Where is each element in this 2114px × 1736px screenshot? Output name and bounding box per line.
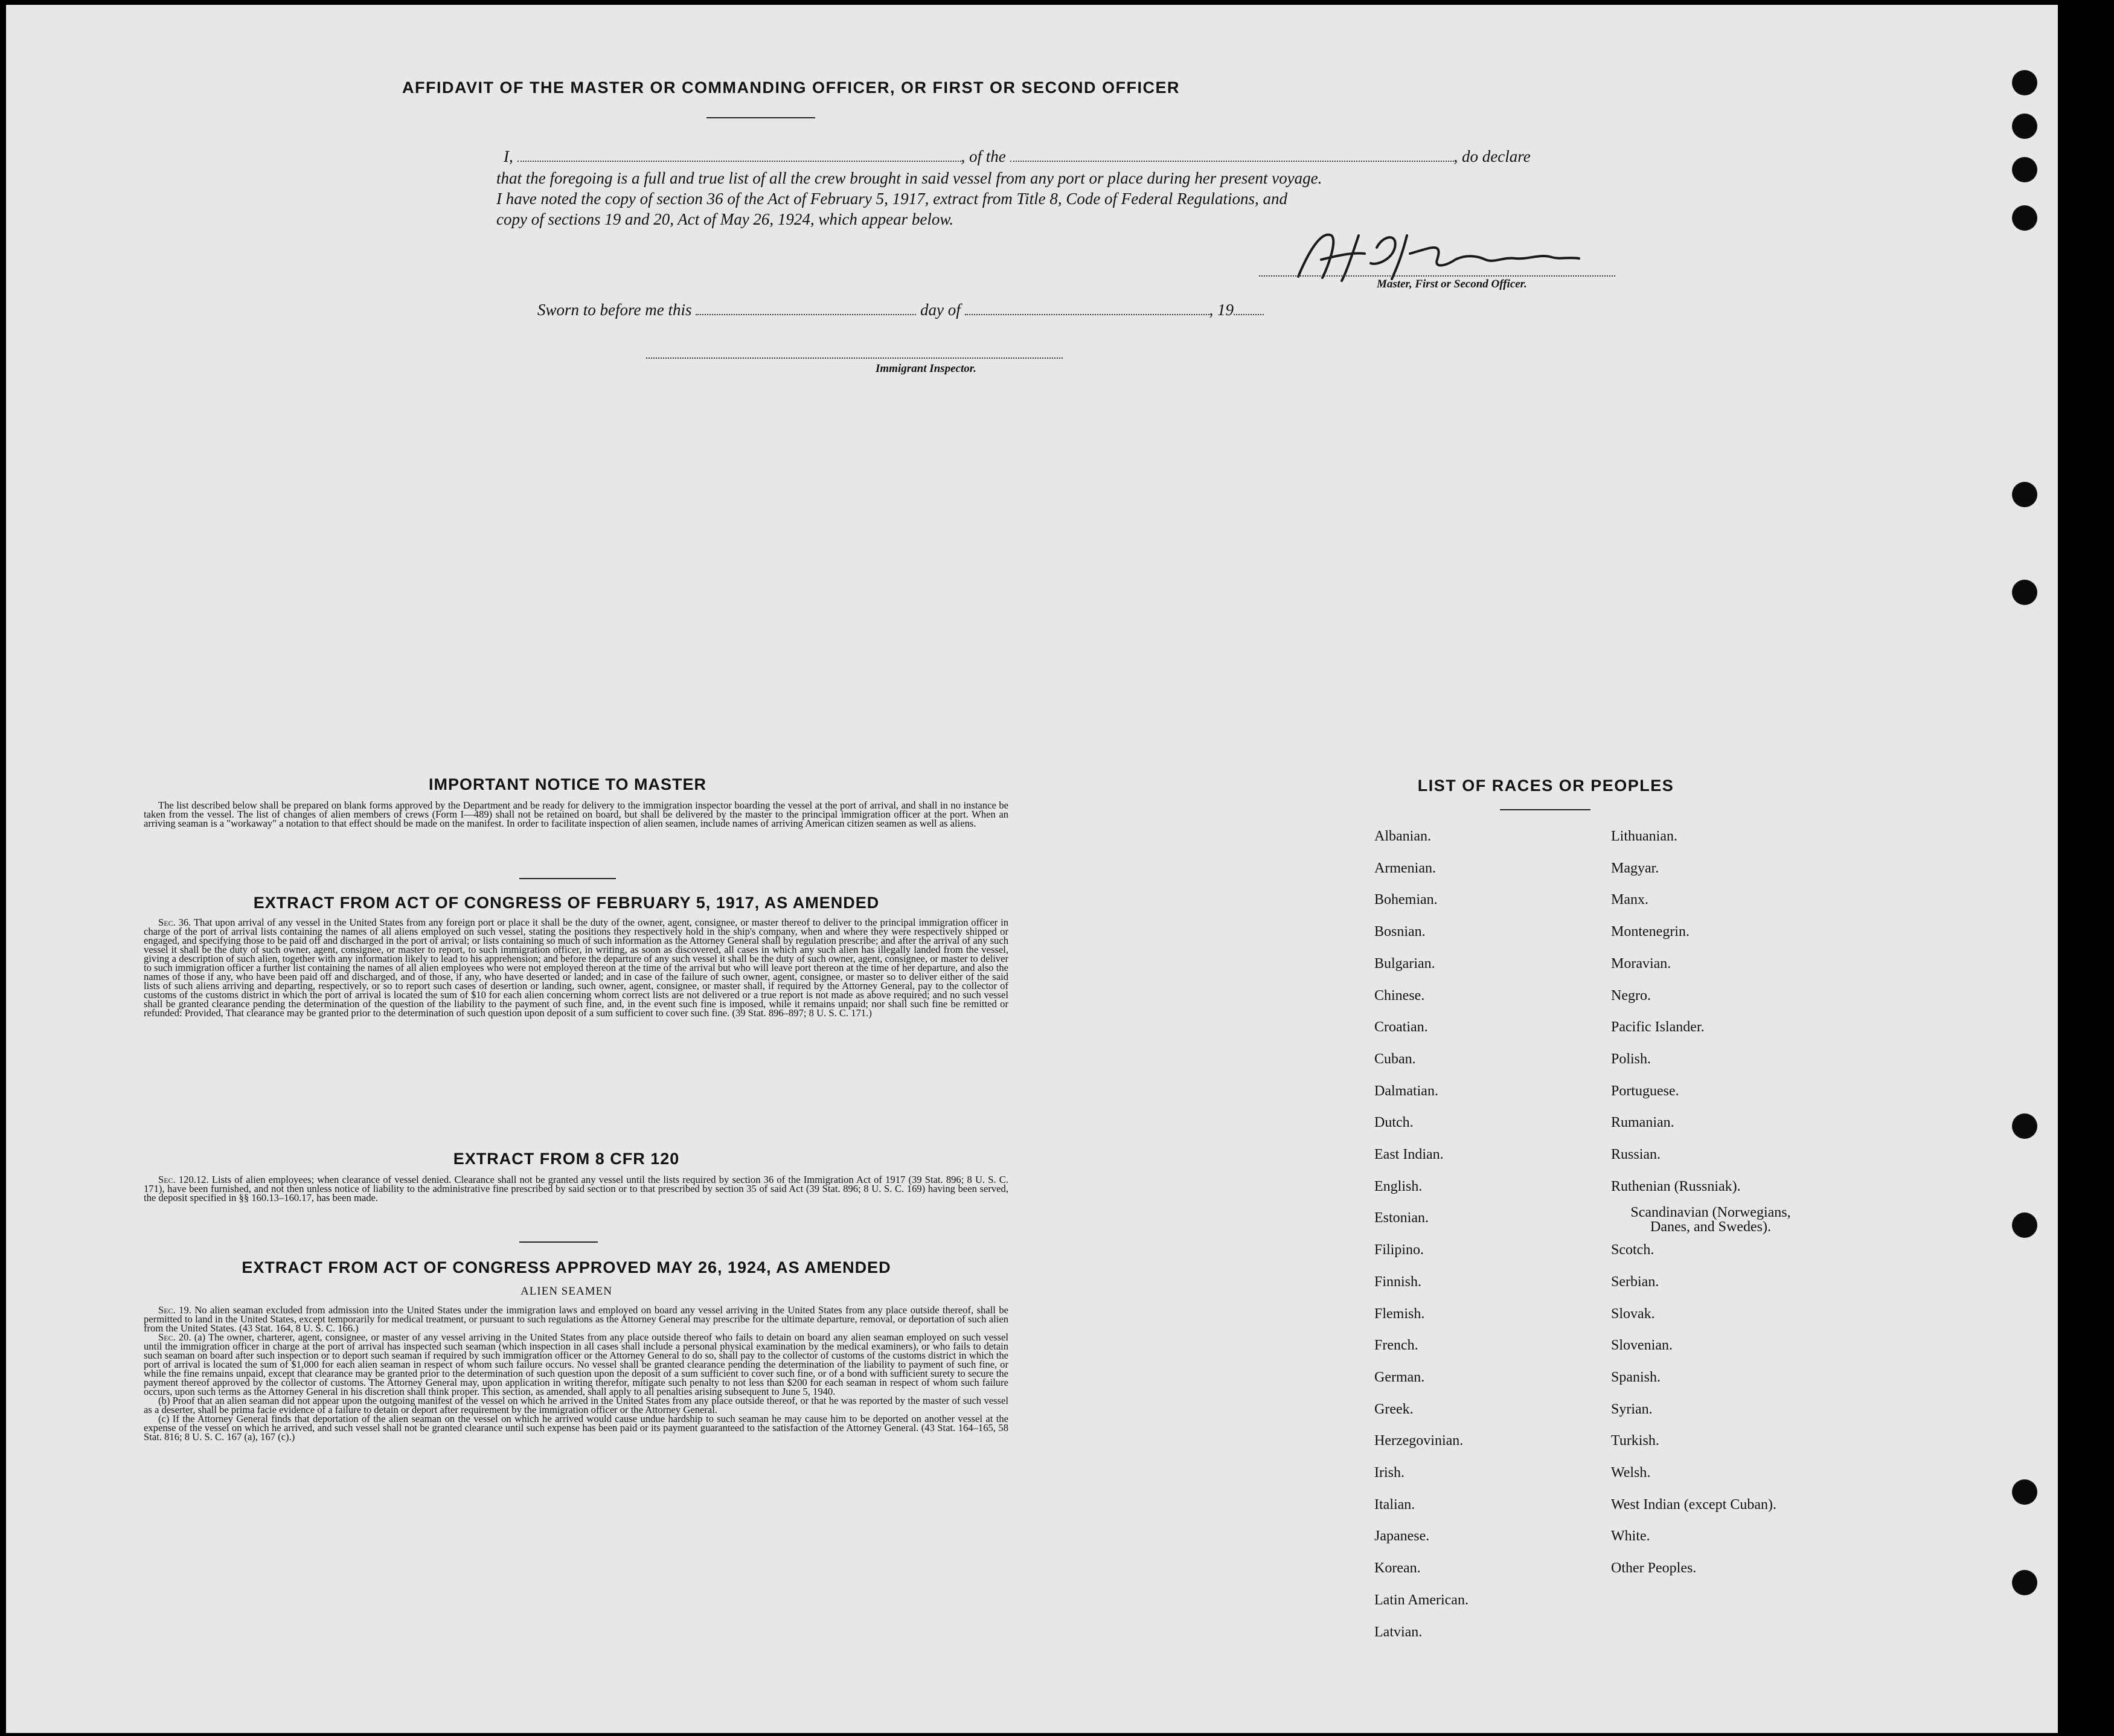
race-item: Magyar. xyxy=(1611,860,1659,876)
race-item: Pacific Islander. xyxy=(1611,1019,1705,1036)
section-19-label: Sec. 19. xyxy=(158,1304,191,1316)
name-blank xyxy=(517,160,961,162)
inspector-line xyxy=(646,357,1063,359)
declaration-do-declare: , do declare xyxy=(1453,147,1531,165)
day-of-text: day of xyxy=(920,301,961,319)
race-item: Russian. xyxy=(1611,1147,1661,1162)
extract-cfr-title: EXTRACT FROM 8 CFR 120 xyxy=(453,1150,680,1168)
document-page xyxy=(6,5,2058,1733)
punch-hole xyxy=(2012,205,2037,231)
race-item: West Indian (except Cuban). xyxy=(1611,1496,1776,1513)
section-20a-text: (a) The owner, charterer, agent, consignee, or master of any vessel arriving in the United States from any place outside thereof who fails to detain on board any alien seaman employed on such vessel until the immigration officer in charge at the port of arrival has inspected such seaman (which inspection in all cases shall include a personal physical examination by the medical examiners), or who fails to detain such seaman on board after such inspection or to deport such seaman if required by such immigration officer or the Attorney General to do so, shall pay to the collector of customs of the customs district in which the port of arrival is located the sum of $1,000 for each alien seaman in respect of whom such failure occurs. No vessel shall be granted clearance pending the determination of the liability to payment of such fine, or while the fine remains unpaid, except that clearance may be granted prior to the determination of such question upon the deposit of a sum sufficient to cover such fine, or of a bond with sufficient surety to secure the payment thereof approved by the collector of customs. The Attorney General may, upon application in writing therefor, mitigate such penalty to not less than $200 for each seaman in respect of whom such failure occurs, upon such terms as the Attorney General in his discretion shall think proper. This section, as amended, shall apply to all penalties arising subsequent to June 5, 1940. xyxy=(144,1331,1008,1397)
race-item: Croatian. xyxy=(1374,1019,1428,1036)
section-20c-text: (c) If the Attorney General finds that deportation of the alien seaman on the vessel on which he arrived would cause undue hardship to such seaman he may cause him to be deported on another vessel at the expense of the vessel on which he arrived, and such vessel shall not be granted clearance until such expense has been paid or its payment guaranteed to the satisfaction of the Attorney General. (43 Stat. 164–165, 58 Stat. 816; 8 U. S. C. 167 (a), 167 (c).) xyxy=(144,1413,1008,1443)
race-item: Syrian. xyxy=(1611,1401,1653,1417)
race-item: Herzegovinian. xyxy=(1374,1433,1464,1449)
extract-1924-title: EXTRACT FROM ACT OF CONGRESS APPROVED MAY 26, 1924, AS AMENDED xyxy=(242,1258,891,1276)
race-item: Filipino. xyxy=(1374,1242,1424,1258)
day-blank xyxy=(696,313,916,315)
race-item: East Indian. xyxy=(1374,1147,1444,1162)
race-item: Flemish. xyxy=(1374,1305,1425,1322)
race-item: Irish. xyxy=(1374,1465,1405,1481)
section-36-label: Sec. 36. xyxy=(158,917,191,928)
race-item: Negro. xyxy=(1611,987,1651,1004)
race-item: Korean. xyxy=(1374,1560,1421,1577)
extract-cfr-text xyxy=(144,1175,1008,1202)
extract-1917-title: EXTRACT FROM ACT OF CONGRESS OF FEBRUARY 5, 1917, AS AMENDED xyxy=(253,894,880,912)
race-item: Bosnian. xyxy=(1374,924,1426,940)
declaration-line-1 xyxy=(504,147,1531,166)
race-item: Estonian. xyxy=(1374,1210,1429,1226)
inspector-label: Immigrant Inspector. xyxy=(876,362,976,375)
month-blank xyxy=(965,313,1209,315)
section-36-text: That upon arrival of any vessel in the United States from any foreign port or place it shall be the duty of the owner, agent, consignee, or master thereof to deliver to the principal immigration officer in charge of the port of arrival lists containing the names of all aliens employed on such vessel, stating the positions they respectively hold in the ship's company, when and where they were respectively shipped or engaged, and specifying those to be paid off and discharged in the port of arrival; or lists containing so much of such information as the Attorney General shall by regulation prescribe; and after the arrival of any such vessel it shall be the duty of such owner, agent, consignee, or master to report, to such immigration officer, in writing, as soon as discovered, all cases in which any such alien has illegally landed from the vessel, giving a description of such alien, together with any information likely to lead to his apprehension; and before the departure of any such vessel it shall be the duty of such owner, agent, consignee, or master to deliver to such immigration officer a further list containing the names of all alien employees who were not employed thereon at the time of the arrival but who will leave port thereon at the time of her departure, and also the names of those if any, who have been paid off and discharged, and of those, if any, who have deserted or landed; and in case of the failure of such owner, agent, consignee, or master so to deliver either of the said lists of such aliens arriving and departing, respectively, or so to report such cases of desertion or landing, such owner, agent, consignee, or master shall, if required by the Attorney General, pay to the collector of customs of the customs district in which the port of arrival is located the sum of $10 for each alien concerning whom correct lists are not delivered or a true report is not made as above required; and no such vessel shall be granted clearance pending the determination of the question of the liability to the payment of such fine, and, in the event such fine is imposed, while it remains unpaid; nor shall such fine be remitted or refunded: Provided, That clearance may be granted prior to the determination of such question upon deposit of a sum sufficient to cover such fine. (39 Stat. 896–897; 8 U. S. C. 171.) xyxy=(144,917,1008,1019)
sworn-text: Sworn to before me this xyxy=(537,301,692,319)
extract-1917-text xyxy=(144,918,1008,1017)
race-item: Bulgarian. xyxy=(1374,955,1435,972)
section-19-text: No alien seaman excluded from admission into the United States under the immigration laws and employed on board any vessel arriving in the United States from any place outside thereof, shall be permitted to land in the United States, except temporarily for medical treatment, or pursuant to such regulations as the Attorney General may prescribe for the ultimate departure, removal, or deportation of such alien from the United States. (43 Stat. 164, 8 U. S. C. 166.) xyxy=(144,1304,1008,1334)
races-title: LIST OF RACES OR PEOPLES xyxy=(1417,777,1674,795)
race-item: Polish. xyxy=(1611,1051,1651,1067)
declaration-line-3: I have noted the copy of section 36 of the Act of February 5, 1917, extract from Title 8, Code of Federal Regulations, and xyxy=(496,190,1288,208)
extract-1924-text xyxy=(144,1305,1008,1441)
declaration-of-the: , of the xyxy=(961,147,1006,165)
declaration-i: I, xyxy=(504,147,513,165)
divider xyxy=(519,878,616,879)
race-item: Spanish. xyxy=(1611,1369,1661,1385)
punch-hole xyxy=(2012,580,2037,605)
race-item: Dutch. xyxy=(1374,1115,1414,1131)
punch-hole xyxy=(2012,1479,2037,1505)
race-item: Welsh. xyxy=(1611,1465,1651,1481)
declaration-line-2: that the foregoing is a full and true list of all the crew brought in said vessel from any port or place during her present voyage. xyxy=(496,169,1322,187)
race-item: Serbian. xyxy=(1611,1273,1659,1290)
section-20-label: Sec. 20. xyxy=(158,1331,191,1343)
race-item: Dalmatian. xyxy=(1374,1083,1438,1099)
notice-text: The list described below shall be prepared on blank forms approved by the Department and be ready for delivery to the immigration inspector boarding the vessel at the port of arrival, and shall in no instance be taken from the vessel. The list of changes of alien members of crews (Form I—489) shall not be retained on board, but shall be delivered by the master to the principal immigration officer at the port. When an arriving seaman is a "workaway" a notation to that effect should be made on the manifest. In order to facilitate inspection of alien seamen, include names of arriving American citizen seamen as well as aliens. xyxy=(144,799,1008,829)
notice-title: IMPORTANT NOTICE TO MASTER xyxy=(429,775,706,793)
race-item: Albanian. xyxy=(1374,828,1431,844)
race-item: Greek. xyxy=(1374,1401,1414,1417)
race-item: English. xyxy=(1374,1178,1423,1194)
year-blank xyxy=(1234,313,1264,315)
punch-hole xyxy=(2012,1212,2037,1238)
punch-hole xyxy=(2012,1113,2037,1139)
race-item: Japanese. xyxy=(1374,1528,1430,1545)
race-item: French. xyxy=(1374,1337,1418,1354)
section-120-text: Lists of alien employees; when clearance of vessel denied. Clearance shall not be granted any vessel until the lists required by section 36 of the Immigration Act of 1917 (39 Stat. 896; 8 U. S. C. 171), have been furnished, and not then unless notice of liability to the administrative fine prescribed by said section or to that prescribed by section 35 of said Act (39 Stat. 896; 8 U. S. C. 169) having been served, the deposit specified in §§ 160.13–160.17, has been made. xyxy=(144,1174,1008,1203)
divider xyxy=(519,1241,598,1243)
sworn-line xyxy=(537,301,1264,319)
race-item: German. xyxy=(1374,1369,1425,1385)
race-item: Scandinavian (Norwegians, Danes, and Swedes). xyxy=(1630,1205,1791,1235)
race-item: Ruthenian (Russniak). xyxy=(1611,1178,1741,1194)
race-item: Latvian. xyxy=(1374,1624,1423,1640)
alien-seamen-subtitle: ALIEN SEAMEN xyxy=(520,1285,612,1298)
race-item: Italian. xyxy=(1374,1496,1415,1513)
section-120-label: Sec. 120.12. xyxy=(158,1174,209,1185)
punch-hole xyxy=(2012,1570,2037,1595)
divider xyxy=(706,117,815,118)
race-item: Manx. xyxy=(1611,892,1648,908)
race-item: Montenegrin. xyxy=(1611,924,1690,940)
punch-hole xyxy=(2012,114,2037,139)
signature-line xyxy=(1259,275,1615,277)
declaration-line-4: copy of sections 19 and 20, Act of May 26, 1924, which appear below. xyxy=(496,210,954,228)
race-item: Slovenian. xyxy=(1611,1337,1673,1354)
vessel-blank xyxy=(1010,160,1454,162)
race-item: Armenian. xyxy=(1374,860,1436,876)
race-item: Chinese. xyxy=(1374,987,1425,1004)
race-item: Latin American. xyxy=(1374,1592,1469,1608)
race-item: Bohemian. xyxy=(1374,892,1438,908)
race-item: Lithuanian. xyxy=(1611,828,1677,844)
race-item: Moravian. xyxy=(1611,955,1671,972)
race-item: Scotch. xyxy=(1611,1242,1654,1258)
punch-hole xyxy=(2012,157,2037,182)
section-20b-text: (b) Proof that an alien seaman did not appear upon the outgoing manifest of the vessel on which he arrived in the United States from any place outside thereof, or that he was reported by the master of such vessel as a deserter, shall be prima facie evidence of a failure to detain or deport after requirement by the immigration officer or the Attorney General. xyxy=(144,1395,1008,1415)
race-item: Other Peoples. xyxy=(1611,1560,1697,1577)
race-item: Finnish. xyxy=(1374,1273,1422,1290)
officer-signature xyxy=(1286,223,1582,284)
race-item: Portuguese. xyxy=(1611,1083,1679,1099)
punch-hole xyxy=(2012,70,2037,95)
affidavit-title: AFFIDAVIT OF THE MASTER OR COMMANDING OFFICER, OR FIRST OR SECOND OFFICER xyxy=(402,78,1180,97)
divider xyxy=(1500,809,1590,810)
signature-label: Master, First or Second Officer. xyxy=(1377,278,1527,290)
race-item: White. xyxy=(1611,1528,1650,1545)
punch-hole xyxy=(2012,482,2037,507)
race-item: Cuban. xyxy=(1374,1051,1416,1067)
race-item: Rumanian. xyxy=(1611,1115,1674,1131)
race-item: Slovak. xyxy=(1611,1305,1655,1322)
race-item: Turkish. xyxy=(1611,1433,1659,1449)
year-text: , 19 xyxy=(1209,301,1234,319)
